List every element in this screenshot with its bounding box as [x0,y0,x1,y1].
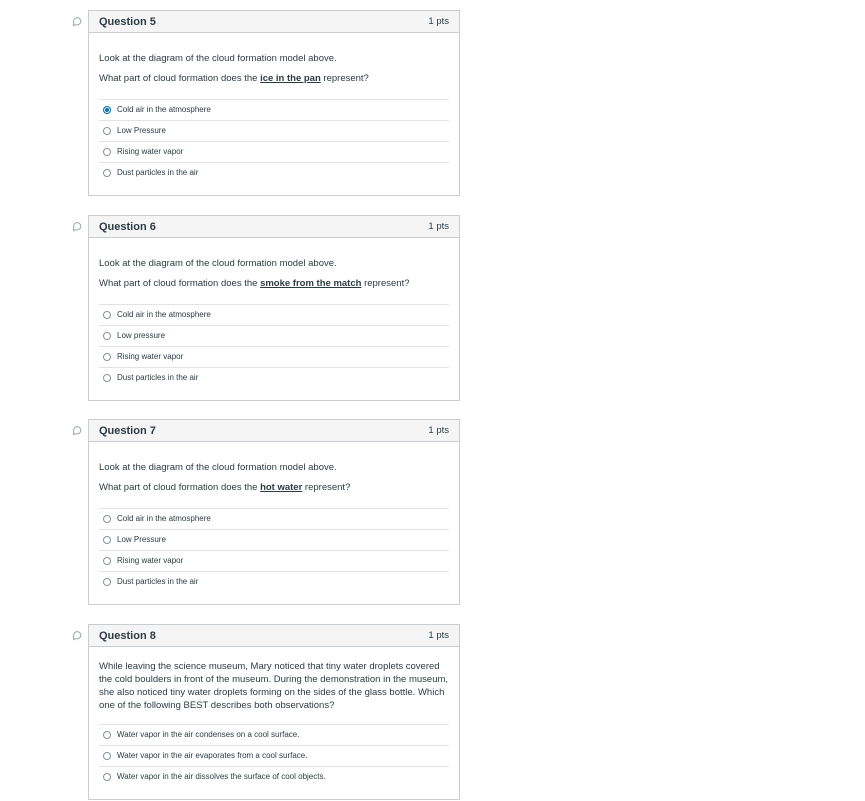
prompt-suffix: represent? [302,482,351,493]
answer-option[interactable] [99,724,449,745]
question-flag-icon[interactable] [71,629,83,641]
radio-button[interactable] [103,353,111,361]
question-title: Question 6 [99,220,156,233]
question-points: 1 pts [428,630,449,641]
prompt-suffix: represent? [361,278,410,289]
question-flag-icon[interactable] [71,220,83,232]
question-block-8 [71,624,460,800]
question-card [88,10,460,196]
question-points: 1 pts [428,16,449,27]
question-intro: Look at the diagram of the cloud formation model above. [99,53,337,64]
option-label: Cold air in the atmosphere [117,514,211,523]
option-label: Rising water vapor [117,556,184,565]
answer-options [99,508,449,592]
question-title: Question 7 [99,424,156,437]
question-card [88,419,460,605]
question-body [89,442,459,604]
radio-button[interactable] [103,106,111,114]
radio-button[interactable] [103,731,111,739]
answer-option[interactable] [99,367,449,388]
question-intro: Look at the diagram of the cloud formation model above. [99,258,337,269]
answer-option[interactable] [99,304,449,325]
question-prompt [99,278,449,290]
answer-option[interactable] [99,745,449,766]
question-intro: Look at the diagram of the cloud formation model above. [99,462,337,473]
option-label: Water vapor in the air evaporates from a cool surface. [117,751,308,760]
question-flag-icon[interactable] [71,15,83,27]
answer-options [99,99,449,183]
question-header [89,216,459,238]
radio-button[interactable] [103,752,111,760]
answer-options [99,304,449,388]
radio-button[interactable] [103,374,111,382]
option-label: Cold air in the atmosphere [117,105,211,114]
prompt-suffix: represent? [320,73,369,84]
option-label: Dust particles in the air [117,373,199,382]
option-label: Rising water vapor [117,352,184,361]
question-body [89,647,459,799]
question-flag-icon[interactable] [71,424,83,436]
prompt-underlined-term: hot water [260,482,303,493]
option-label: Dust particles in the air [117,168,199,177]
radio-button[interactable] [103,536,111,544]
option-label: Water vapor in the air condenses on a cool surface. [117,730,300,739]
prompt-prefix: What part of cloud formation does the [99,278,261,289]
question-block-7 [71,419,460,605]
option-label: Dust particles in the air [117,577,199,586]
answer-option[interactable] [99,529,449,550]
radio-button[interactable] [103,773,111,781]
prompt-underlined-term: ice in the pan [260,73,321,84]
answer-option[interactable] [99,325,449,346]
answer-options [99,724,449,787]
answer-option[interactable] [99,766,449,787]
radio-button[interactable] [103,557,111,565]
radio-button[interactable] [103,127,111,135]
answer-option[interactable] [99,120,449,141]
question-body [89,238,459,400]
radio-button[interactable] [103,169,111,177]
question-prompt: While leaving the science museum, Mary noticed that tiny water droplets covered the cold boulders in front of the museum. During the demonstration in the museum, she also noticed tiny water droplets forming on the sides of the glass bottle. Which one of the following BEST describes both observations? [99,661,449,711]
answer-option[interactable] [99,550,449,571]
question-title: Question 5 [99,15,156,28]
option-label: Rising water vapor [117,147,184,156]
question-header [89,420,459,442]
radio-button[interactable] [103,332,111,340]
question-block-5 [71,10,460,196]
answer-option[interactable] [99,162,449,183]
question-prompt [99,73,449,85]
answer-option[interactable] [99,346,449,367]
question-points: 1 pts [428,425,449,436]
answer-option[interactable] [99,99,449,120]
answer-option[interactable] [99,571,449,592]
radio-button[interactable] [103,311,111,319]
question-title: Question 8 [99,629,156,642]
radio-button[interactable] [103,148,111,156]
radio-button[interactable] [103,578,111,586]
question-header [89,625,459,647]
option-label: Low Pressure [117,126,166,135]
question-block-6 [71,215,460,401]
answer-option[interactable] [99,508,449,529]
prompt-underlined-term: smoke from the match [260,278,362,289]
prompt-prefix: What part of cloud formation does the [99,482,261,493]
option-label: Low pressure [117,331,166,340]
question-prompt [99,482,449,494]
question-body [89,33,459,195]
prompt-prefix: What part of cloud formation does the [99,73,261,84]
question-card [88,624,460,800]
option-label: Cold air in the atmosphere [117,310,211,319]
answer-option[interactable] [99,141,449,162]
option-label: Low Pressure [117,535,166,544]
radio-button[interactable] [103,515,111,523]
question-card [88,215,460,401]
question-header [89,11,459,33]
question-points: 1 pts [428,221,449,232]
option-label: Water vapor in the air dissolves the surface of cool objects. [117,772,326,781]
